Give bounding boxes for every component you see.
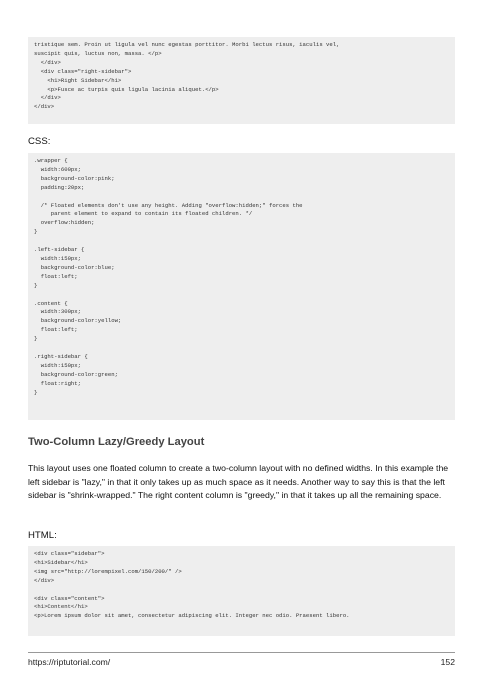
footer-link[interactable]: https://riptutorial.com/ — [28, 657, 111, 667]
code-text: .wrapper { width:600px; background-color:pink; padding:20px; /* Floated elements don't use any height. Adding "overflow:hidden;" forces the parent element to expand to contain its floated children. */ overflow:hidden; } .left-sidebar { width:150px; background-color:blue; float:left; } .content { width:300px; background-color:yellow; float:left; } .right-sidebar { width:150px; background-color:green; float:right; } — [34, 157, 303, 396]
html-label: HTML: — [28, 530, 57, 541]
css-label: CSS: — [28, 136, 51, 147]
code-block-css — [28, 153, 455, 420]
code-text: tristique sem. Proin ut ligula vel nunc egestas porttitor. Morbi lectus risus, iaculis vel, suscipit quis, luctus non, massa. </p> </div> <div class="right-sidebar"> <h1>Right Sidebar</h1> <p>Fusce ac turpis quis ligula lacinia aliquet.</p> </div> </div> — [34, 41, 340, 111]
footer-divider — [28, 652, 455, 653]
code-block-html — [28, 546, 455, 636]
section-heading: Two-Column Lazy/Greedy Layout — [28, 436, 205, 448]
page-number: 152 — [440, 657, 455, 667]
code-text: <div class="sidebar"> <h1>Sidebar</h1> <img src="http://lorempixel.com/150/200/" /> </div> <div class="content"> <h1>Content</h1> <p>Lorem ipsum dolor sit amet, consectetur adipiscing elit. Integer nec odio. Praesent libero. — [34, 550, 350, 620]
body-paragraph: This layout uses one floated column to create a two-column layout with no defined widths. In this example the left sidebar is "lazy," in that it only takes up as much space as it needs. Another way to say this is that the left sidebar is "shrink-wrapped." The right content column is "greedy," in that it takes up all the remaining space. — [28, 463, 449, 501]
code-block-html-end — [28, 37, 455, 124]
